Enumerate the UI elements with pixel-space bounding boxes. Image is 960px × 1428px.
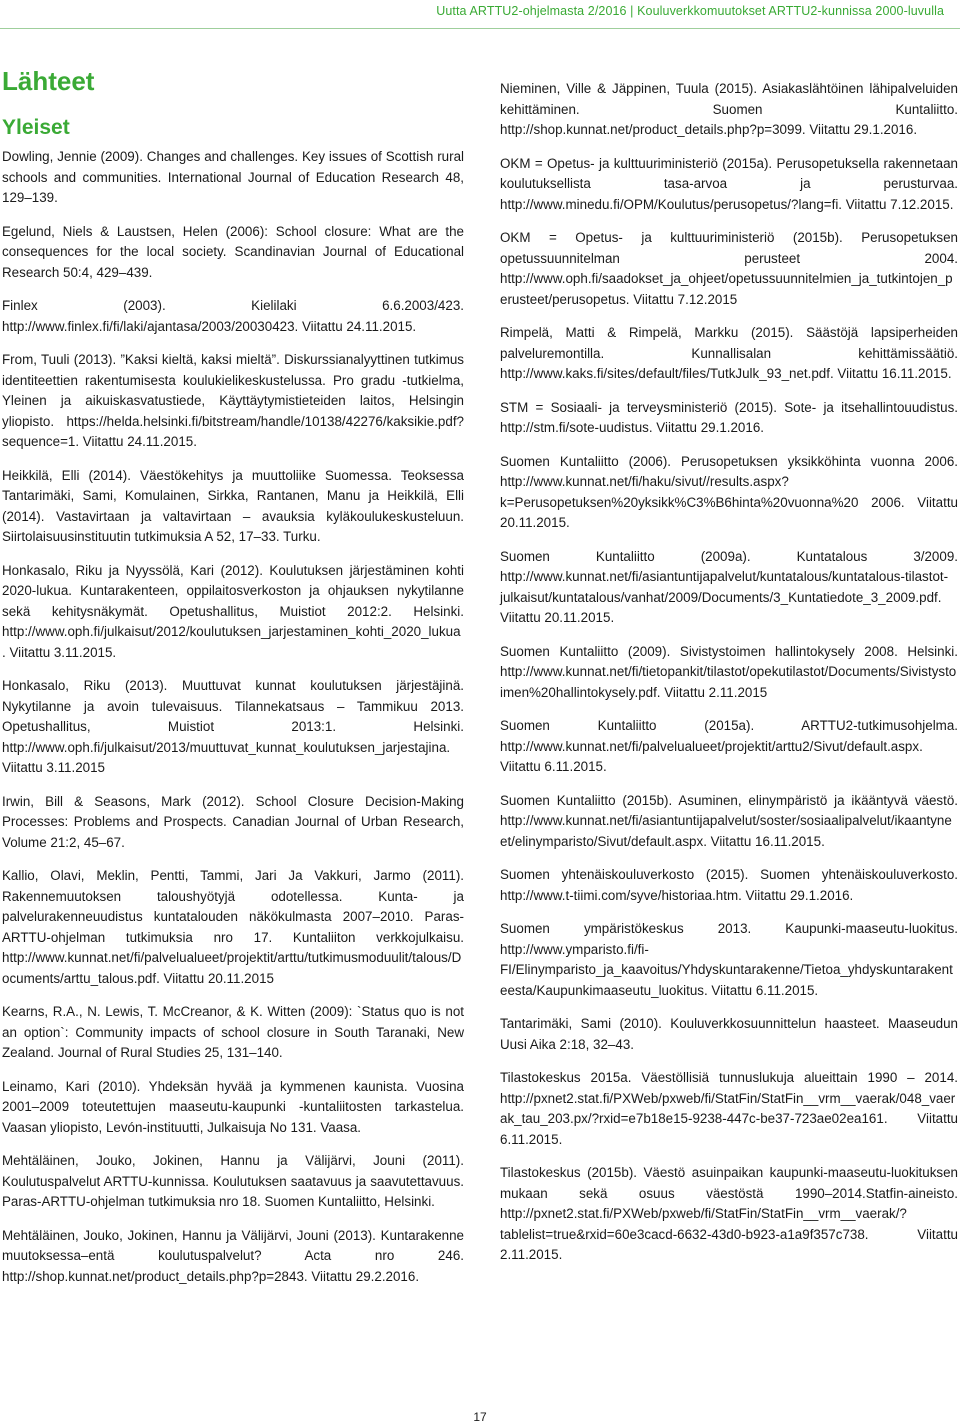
reference-item: OKM = Opetus- ja kulttuuriministeriö (2015a). Perusopetuksella rakennetaan koulutuksellista tasa-arvoa ja perusturvaa. http://www.minedu.fi/OPM/Koulutus/perusopetus/?lang=fi. Viitattu 7.12.2015. (500, 155, 958, 212)
reference-item: Kearns, R.A., N. Lewis, T. McCreanor, & K. Witten (2009): `Status quo is not an option`: Community impacts of school closure in South Taranaki, New Zealand. Journal of Rural Studies 25, 131–140. (2, 1004, 464, 1060)
page-title: Lähteet (2, 66, 95, 96)
reference-item: Honkasalo, Riku ja Nyyssölä, Kari (2012). Koulutuksen järjestäminen kohti 2020-lukua. Kuntarakenteen, oppilaitosverkoston ja ohjauksen nykytilanne sekä kehitysnäkymät. Opetushallitus, Muistiot 2012:2. Helsinki. http://www.oph.fi/julkaisut/2012/koulutuksen_jarjestaminen_kohti_2020_lukua. Viitattu 3.11.2015. (2, 562, 464, 660)
reference-item: Tilastokeskus 2015a. Väestöllisiä tunnuslukuja alueittain 1990 – 2014. http://pxnet2.stat.fi/PXWeb/pxweb/fi/StatFin/StatFin__vrm__vaerak/048_vaerak_tau_203.px/?rxid=e7b18e15-9238-447c-be37-723ae02ea161. Viitattu 6.11.2015. (500, 1070, 958, 1147)
reference-item: Egelund, Niels & Laustsen, Helen (2006): School closure: What are the consequences for the local society. Scandinavian Journal of Educational Research 50:4, 429–439. (2, 223, 464, 280)
reference-item: Nieminen, Ville & Jäppinen, Tuula (2015). Asiakaslähtöinen lähipalveluiden kehittäminen. Suomen Kuntaliitto. http://shop.kunnat.net/product_details.php?p=3099. Viitattu 29.1.2016. (500, 81, 958, 137)
references-left-column (2, 147, 464, 1300)
reference-item: Leinamo, Kari (2010). Yhdeksän hyvää ja kymmenen kaunista. Vuosina 2001–2009 toteutettujen maaseutu-kaupunki -kuntaliitosten tarkastelua. Vaasan yliopisto, Levón-instituutti, Julkaisuja No 131. Vaasa. (2, 1078, 464, 1135)
reference-item: Honkasalo, Riku (2013). Muuttuvat kunnat koulutuksen järjestäjinä. Nykytilanne ja avoin tulevaisuus. Tilannekatsaus – Tammikuu 2013. Opetushallitus, Muistiot 2013:1. Helsinki. http://www.oph.fi/julkaisut/2013/muuttuvat_kunnat_koulutuksen_jarjestajina. Viitattu 3.11.2015 (2, 678, 464, 775)
header-divider (0, 28, 960, 29)
reference-item: Mehtäläinen, Jouko, Jokinen, Hannu ja Välijärvi, Jouni (2013). Kuntarakenne muutoksessa–entä koulutuspalvelut? Acta nro 246. http://shop.kunnat.net/product_details.php?p=2843. Viitattu 29.2.2016. (2, 1227, 464, 1284)
reference-item: Irwin, Bill & Seasons, Mark (2012). School Closure Decision-Making Processes: Problems and Prospects. Canadian Journal of Urban Research, Volume 21:2, 45–67. (2, 793, 464, 850)
reference-item: Suomen yhtenäiskouluverkosto (2015). Suomen yhtenäiskouluverkosto. http://www.t-tiimi.com/syve/historiaa.htm. Viitattu 29.1.2016. (500, 867, 958, 903)
reference-item: Dowling, Jennie (2009). Changes and challenges. Key issues of Scottish rural schools and communities. International Journal of Education Research 48, 129–139. (2, 149, 464, 205)
reference-item: Finlex (2003). Kielilaki 6.6.2003/423. http://www.finlex.fi/fi/laki/ajantasa/2003/20030423. Viitattu 24.11.2015. (2, 298, 464, 334)
reference-item: STM = Sosiaali- ja terveysministeriö (2015). Sote- ja itsehallintouudistus. http://stm.fi/sote-uudistus. Viitattu 29.1.2016. (500, 399, 958, 435)
reference-item: Suomen ympäristökeskus 2013. Kaupunki-maaseutu-luokitus. http://www.ymparisto.fi/fi-FI/Elinymparisto_ja_kaavoitus/Yhdyskuntarakenne/Tietoa_yhdyskuntarakenteesta/Kaupunkimaaseutu_luokitus. Viitattu 6.11.2015. (500, 921, 958, 998)
running-title: Uutta ARTTU2-ohjelmasta 2/2016 | Kouluverkkomuutokset ARTTU2-kunnissa 2000-luvulla (436, 4, 944, 18)
reference-item: Tantarimäki, Sami (2010). Kouluverkkosuunnittelun haasteet. Maaseudun Uusi Aika 2:18, 32–43. (500, 1016, 958, 1052)
running-header (0, 0, 960, 30)
reference-item: Suomen Kuntaliitto (2009). Sivistystoimen hallintokysely 2008. Helsinki. http://www.kunnat.net/fi/tietopankit/tilastot/opekutilastot/Documents/Sivistystoimen%20hallintokysely.pdf. Viitattu 2.11.2015 (500, 643, 958, 700)
reference-item: OKM = Opetus- ja kulttuuriministeriö (2015b). Perusopetuksen opetussuunnitelman perusteet 2004. http://www.oph.fi/saadokset_ja_ohjeet/opetussuunnitelmien_ja_tutkintojen_perusteet/perusopetus. Viitattu 7.12.2015 (500, 230, 958, 307)
references-right-column (500, 79, 958, 1279)
section-subtitle: Yleiset (2, 116, 70, 139)
reference-item: From, Tuuli (2013). ”Kaksi kieltä, kaksi mieltä”. Diskurssianalyyttinen tutkimus identiteettien rakentumisesta koulukielikeskustelussa. Pro gradu -tutkielma, Yleinen ja aikuiskasvatustiede, Käyttäytymistieteiden laitos, Helsingin yliopisto. https://helda.helsinki.fi/bitstream/handle/10138/42276/kaksikie.pdf?sequence=1. Viitattu 24.11.2015. (2, 352, 464, 449)
reference-item: Suomen Kuntaliitto (2015a). ARTTU2-tutkimusohjelma. http://www.kunnat.net/fi/palvelualueet/projektit/arttu2/Sivut/default.aspx. Viitattu 6.11.2015. (500, 718, 958, 774)
page-number: 17 (473, 1410, 487, 1424)
reference-item: Mehtäläinen, Jouko, Jokinen, Hannu ja Välijärvi, Jouni (2011). Koulutuspalvelut ARTTU-kunnissa. Koulutuksen saatavuus ja saavutettavuus. Paras-ARTTU-ohjelman tutkimuksia nro 18. Suomen Kuntaliitto, Helsinki. (2, 1153, 464, 1209)
reference-item: Suomen Kuntaliitto (2015b). Asuminen, elinympäristö ja ikääntyvä väestö. http://www.kunnat.net/fi/asiantuntijapalvelut/soster/sosiaalipalvelut/ikaantyneet/elinymparisto/Sivut/default.aspx. Viitattu 16.11.2015. (500, 792, 958, 849)
reference-item: Tilastokeskus (2015b). Väestö asuinpaikan kaupunki-maaseutu-luokituksen mukaan sekä osuus väestöstä 1990–2014.Statfin-aineisto. http://pxnet2.stat.fi/PXWeb/pxweb/fi/StatFin/StatFin__vrm__vaerak/?tablelist=true&rxid=60e3cacd-6632-43d0-b923-a1a9f357c738. Viitattu 2.11.2015. (500, 1165, 958, 1262)
reference-item: Rimpelä, Matti & Rimpelä, Markku (2015). Säästöjä lapsiperheiden palveluremontilla. Kunnallisalan kehittämissäätiö. http://www.kaks.fi/sites/default/files/TutkJulk_93_net.pdf. Viitattu 16.11.2015. (500, 325, 958, 381)
reference-item: Suomen Kuntaliitto (2006). Perusopetuksen yksikköhinta vuonna 2006. http://www.kunnat.net/fi/haku/sivut//results.aspx?k=Perusopetuksen%20yksikk%C3%B6hinta%20vuonna%20 2006. Viitattu 20.11.2015. (500, 453, 958, 530)
reference-item: Kallio, Olavi, Meklin, Pentti, Tammi, Jari Ja Vakkuri, Jarmo (2011). Rakennemuutoksen taloushyötyjä odotellessa. Kunta- ja palvelurakenneuudistus kuntatalouden näkökulmasta 2007–2010. Paras-ARTTU-ohjelman tutkimuksia nro 17. Kuntaliiton verkkojulkaisu. http://www.kunnat.net/fi/palvelualueet/projektit/arttu/tutkimusmoduulit/talous/Documents/arttu_talous.pdf. Viitattu 20.11.2015 (2, 868, 464, 986)
reference-item: Suomen Kuntaliitto (2009a). Kuntatalous 3/2009. http://www.kunnat.net/fi/asiantuntijapalvelut/kuntatalous/kuntatalous-tilastot-julkaisut/kuntatalous/vanhat/2009/Documents/3_Kuntatiedote_3_2009.pdf. Viitattu 20.11.2015. (500, 548, 958, 625)
reference-item: Heikkilä, Elli (2014). Väestökehitys ja muuttoliike Suomessa. Teoksessa Tantarimäki, Sami, Komulainen, Sirkka, Rantanen, Manu ja Heikkilä, Elli (2014). Vastavirtaan ja valtavirtaan – avauksia kyläkoulukeskusteluun. Siirtolaisuusinstituutin tutkimuksia A 52, 17–33. Turku. (2, 467, 464, 544)
